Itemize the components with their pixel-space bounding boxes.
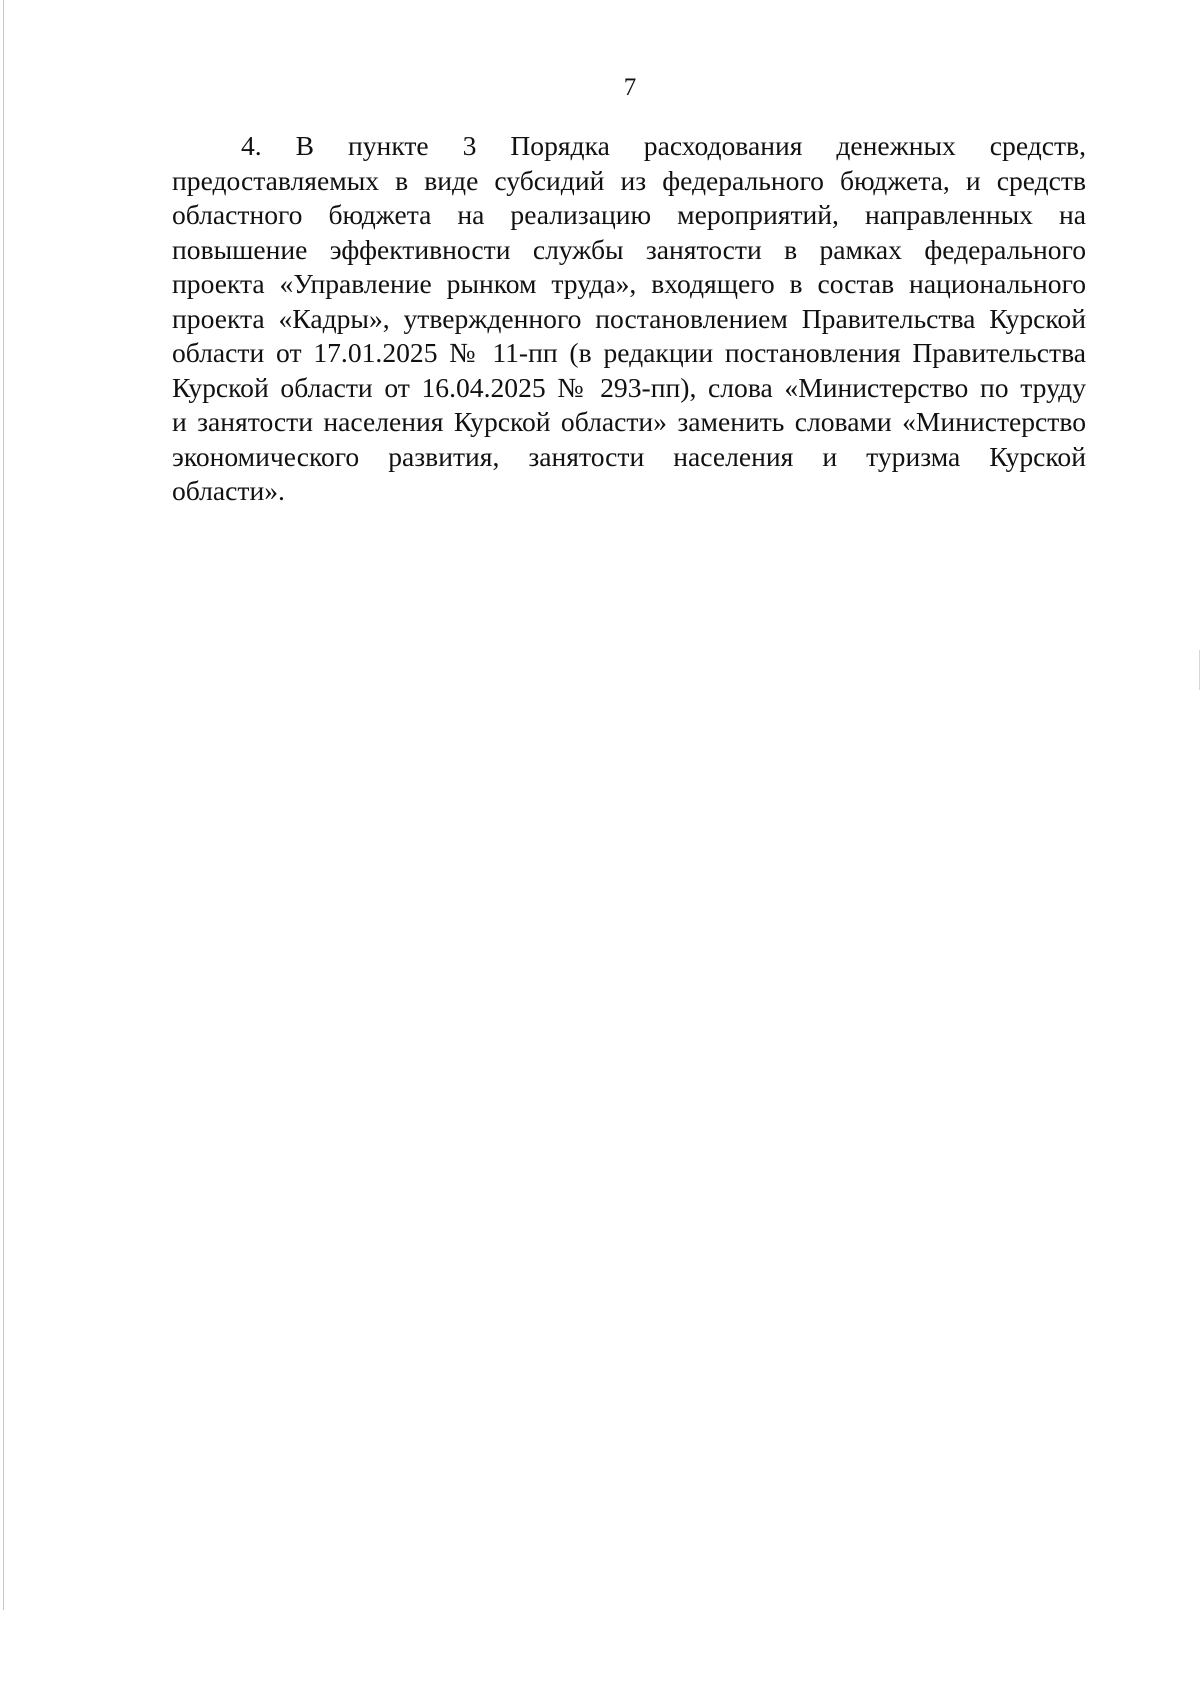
paragraph-line: повышение эффективности службы занятости в рамках федерального bbox=[172, 233, 1086, 265]
paragraph-line: Курской области от 16.04.2025 № 293-пп), слова «Министерство по труду bbox=[172, 371, 1086, 403]
paragraph-line: областного бюджета на реализацию мероприятий, направленных на bbox=[172, 199, 1086, 230]
paragraph-line: проекта «Управление рынком труда», входящего в состав национального bbox=[172, 268, 1086, 299]
paragraph-line: проекта «Кадры», утвержденного постановлением Правительства Курской bbox=[172, 302, 1086, 334]
paragraph-line: 4. В пункте 3 Порядка расходования денежных средств, bbox=[241, 130, 1086, 161]
paragraph-4 bbox=[172, 129, 1086, 509]
scan-left-edge bbox=[3, 0, 4, 1610]
page-number: 7 bbox=[623, 74, 637, 101]
paragraph-line: экономического развития, занятости населения и туризма Курской bbox=[172, 440, 1086, 472]
paragraph-line: области». bbox=[172, 475, 285, 506]
paragraph-line: предоставляемых в виде субсидий из федерального бюджета, и средств bbox=[172, 164, 1086, 196]
paragraph-line: и занятости населения Курской области» заменить словами «Министерство bbox=[172, 406, 1086, 437]
paragraph-line: области от 17.01.2025 № 11-пп (в редакции постановления Правительства bbox=[172, 337, 1086, 368]
